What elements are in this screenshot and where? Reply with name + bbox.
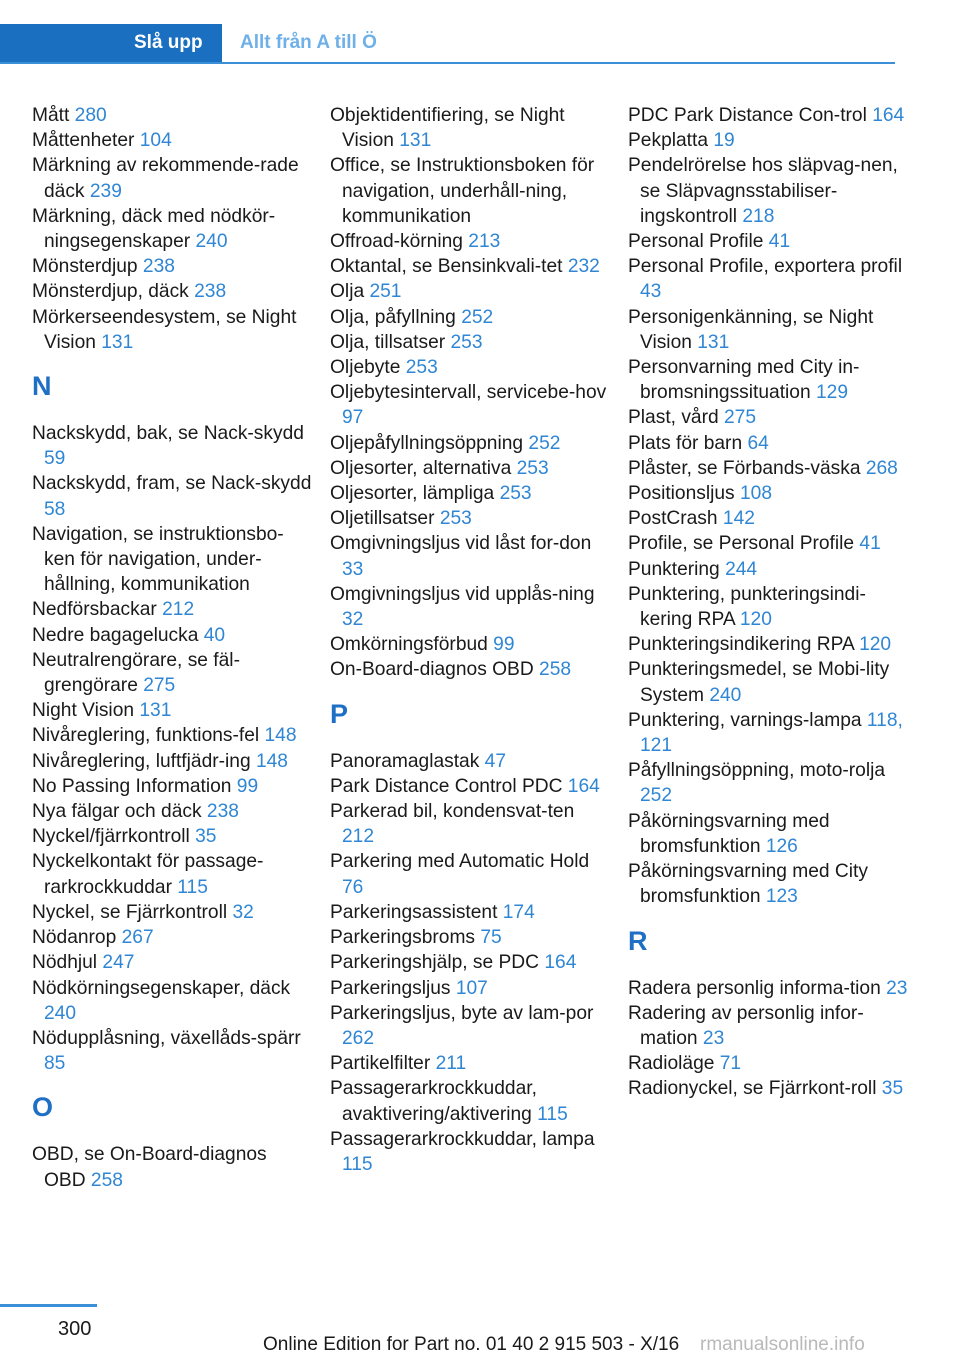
index-entry [330, 849, 610, 899]
index-entry-text: Personal Profile [628, 231, 769, 253]
page-reference-link[interactable]: 258 [90, 1169, 123, 1191]
index-entry [32, 925, 312, 950]
index-entry [330, 279, 610, 304]
index-entry-text: Navigation, se instruktionsbo‐ken för navigation, under‐hållning, kommunikation [32, 523, 284, 596]
index-entry [628, 976, 908, 1001]
index-entry [32, 1142, 312, 1192]
page-reference-link[interactable]: 123 [765, 886, 798, 908]
index-entry-text: Night Vision [32, 700, 140, 722]
tab-sla-upp[interactable] [0, 24, 222, 62]
index-entry [32, 254, 312, 279]
index-entry [32, 522, 312, 598]
page-reference-link[interactable]: 126 [765, 835, 798, 857]
index-entry [628, 506, 908, 531]
page-reference-link[interactable]: 247 [102, 952, 135, 974]
page-reference-link[interactable]: 251 [369, 281, 402, 303]
index-entry [628, 758, 908, 808]
index-entry-text: Parkeringsassistent [330, 901, 503, 923]
page-reference-link[interactable]: 164 [544, 952, 577, 974]
index-entry [628, 809, 908, 859]
index-entry [32, 749, 312, 774]
index-entry [32, 900, 312, 925]
page-reference-link[interactable]: 129 [815, 382, 848, 404]
index-entry [330, 774, 610, 799]
index-entry-text: Olja [330, 281, 370, 303]
index-entry-text: PDC Park Distance Con‐trol [628, 105, 873, 126]
index-entry-text: Oljesorter, lämpliga [330, 483, 500, 505]
page-reference-link[interactable]: 252 [640, 785, 673, 807]
index-entry [330, 976, 610, 1001]
page-reference-link[interactable]: 258 [539, 659, 572, 681]
page-reference-link[interactable]: 253 [516, 457, 549, 479]
index-entry-text: Pekplatta [628, 130, 714, 152]
page-reference-link[interactable]: 59 [44, 448, 66, 470]
edition-text: Online Edition for Part no. 01 40 2 915 503 - X/16 [263, 1334, 680, 1355]
index-entry-text: Parkeringshjälp, se PDC [330, 952, 545, 974]
index-entry-text: OBD, se On-Board-diagnos OBD [32, 1144, 267, 1191]
index-entry [32, 698, 312, 723]
page-reference-link[interactable]: 253 [450, 331, 483, 353]
index-entry-text: Nackskydd, bak, se Nack‐skydd [32, 423, 304, 445]
page-reference-link[interactable]: 275 [723, 407, 756, 429]
index-entry [330, 153, 610, 229]
index-entry [330, 254, 610, 279]
index-entry-text: Oljepåfyllningsöppning [330, 432, 529, 454]
page-reference-link[interactable]: 240 [195, 231, 228, 253]
page-reference-link[interactable]: 35 [881, 1078, 904, 1100]
index-entry [32, 471, 312, 521]
page-reference-link[interactable]: 268 [865, 457, 898, 479]
index-entry-text: Parkeringsljus, byte av lam‐por [330, 1002, 594, 1024]
page-reference-link[interactable]: 238 [206, 801, 239, 823]
index-entry [32, 421, 312, 471]
page-reference-link[interactable]: 41 [859, 533, 881, 555]
page-reference-link[interactable]: 131 [101, 331, 134, 353]
index-entry [330, 749, 610, 774]
page-reference-link[interactable]: 120 [739, 609, 772, 631]
page-number: 300 [58, 1318, 92, 1340]
index-entry-text: Neutralrengörare, se fäl‐grengörare [32, 649, 240, 697]
index-entry-text: Nödanrop [32, 927, 122, 949]
index-entry-text: Nivåreglering, luftfjädr‐ing [32, 750, 256, 772]
index-entry-text: Olja, tillsatser [330, 331, 451, 353]
index-entry [628, 1001, 908, 1051]
page-reference-link[interactable]: 218 [742, 205, 775, 227]
index-entry [330, 355, 610, 380]
index-column-3 [628, 103, 908, 1102]
index-entry [32, 128, 312, 153]
index-entry [628, 708, 908, 758]
index-entry-text: Mönsterdjup, däck [32, 281, 195, 303]
index-entry [628, 531, 908, 556]
index-entry-text: Radioläge [628, 1053, 720, 1075]
page-reference-link[interactable]: 32 [342, 609, 364, 631]
page-reference-link[interactable]: 97 [342, 407, 364, 429]
page-reference-link[interactable]: 41 [768, 231, 791, 253]
index-entry-text: Personigenkänning, se Night Vision [628, 306, 874, 353]
index-entry [32, 153, 312, 203]
page-reference-link[interactable]: 148 [255, 750, 288, 772]
page-reference-link[interactable]: 99 [493, 634, 515, 656]
index-entry [628, 1051, 908, 1076]
page-reference-link[interactable]: 164 [872, 105, 905, 126]
tab-allt-label: Allt från A till Ö [240, 32, 377, 53]
index-entry-text: Oljetillsatser [330, 508, 440, 530]
index-entry [32, 976, 312, 1026]
page-reference-link[interactable]: 76 [342, 876, 364, 898]
index-entry-text: Punktering, punkteringsindi‐kering RPA [628, 583, 866, 631]
page-reference-link[interactable]: 115 [537, 1103, 568, 1125]
index-entry-text: Omkörningsförbud [330, 634, 494, 656]
index-entry-text: Måttenheter [32, 130, 140, 152]
index-entry-text: Mörkerseendesystem, se Night Vision [32, 306, 297, 353]
index-entry-text: Påkörningsvarning med City bromsfunktion [628, 861, 868, 908]
index-entry-text: Plast, vård [628, 407, 724, 429]
index-entry-text: Oljebytesintervall, servicebe‐hov [330, 382, 607, 404]
page-reference-link[interactable]: 240 [709, 684, 742, 706]
index-entry-text: Nyckel/fjärrkontroll [32, 826, 196, 848]
index-entry-text: Mått [32, 105, 75, 126]
index-entry [628, 405, 908, 430]
index-entry [628, 153, 908, 229]
index-entry [330, 380, 610, 430]
index-entry-text: Office, se Instruktionsboken för navigation, underhåll‐ning, kommunikation [330, 155, 595, 227]
index-entry-text: Punkteringsindikering RPA [628, 634, 860, 656]
page-reference-link[interactable]: 64 [747, 432, 769, 454]
index-entry [32, 103, 312, 128]
index-entry [628, 254, 908, 304]
page-reference-link[interactable]: 244 [725, 558, 758, 580]
index-entry [628, 229, 908, 254]
page-reference-link[interactable]: 267 [121, 927, 154, 949]
index-entry-text: Parkeringsljus [330, 977, 456, 999]
page-reference-link[interactable]: 47 [484, 750, 506, 772]
tab-allt-fran-a-till-o[interactable] [222, 24, 395, 62]
index-entry [330, 925, 610, 950]
index-entry-text: Oktantal, se Bensinkvali‐tet [330, 256, 568, 278]
page-reference-link[interactable]: 252 [461, 306, 494, 328]
index-entry-text: No Passing Information [32, 775, 237, 797]
index-entry-text: Nödhjul [32, 952, 103, 974]
page-reference-link[interactable]: 43 [640, 281, 662, 303]
index-entry [330, 1051, 610, 1076]
page-reference-link[interactable]: 115 [177, 876, 208, 898]
watermark: rmanualsonline.info [700, 1334, 865, 1355]
page-reference-link[interactable]: 253 [439, 508, 472, 530]
index-entry-text: Park Distance Control PDC [330, 775, 568, 797]
index-entry-text: Offroad-körning [330, 231, 469, 253]
index-entry [32, 774, 312, 799]
page-reference-link[interactable]: 115 [342, 1153, 373, 1175]
index-entry [32, 648, 312, 698]
page-reference-link[interactable]: 232 [567, 256, 600, 278]
section-letter: O [32, 1092, 54, 1123]
index-entry [330, 456, 610, 481]
index-entry [32, 950, 312, 975]
index-entry-text: Nivåreglering, funktions‐fel [32, 725, 265, 747]
index-entry [330, 582, 610, 632]
index-entry [330, 632, 610, 657]
index-entry-text: Märkning, däck med nödkör‐ningsegenskaper [32, 205, 276, 253]
index-entry-text: Passagerarkrockkuddar, avaktivering/aktivering [330, 1078, 538, 1125]
index-entry-text: Radering av personlig infor‐mation [628, 1002, 864, 1049]
page-reference-link[interactable]: 131 [697, 331, 730, 353]
tab-sla-upp-label: Slå upp [134, 32, 203, 53]
page-reference-link[interactable]: 164 [567, 775, 600, 797]
index-entry-text: Radera personlig informa‐tion [628, 977, 887, 999]
index-entry-text: Märkning av rekommende‐rade däck [32, 155, 299, 202]
index-entry-text: Partikelfilter [330, 1053, 436, 1075]
page-reference-link[interactable]: 239 [89, 180, 122, 202]
index-entry [330, 1127, 610, 1177]
index-entry [628, 859, 908, 909]
index-entry-text: Personal Profile, exportera profil [628, 256, 903, 278]
index-entry [628, 481, 908, 506]
page-reference-link[interactable]: 280 [74, 105, 107, 126]
index-entry [330, 506, 610, 531]
index-entry [628, 431, 908, 456]
index-entry-text: Parkerad bil, kondensvat‐ten [330, 801, 575, 823]
page-reference-link[interactable]: 19 [713, 130, 735, 152]
index-entry-text: Parkeringsbroms [330, 927, 481, 949]
index-entry [32, 824, 312, 849]
index-entry-text: Oljebyte [330, 357, 406, 379]
section-letter: P [330, 698, 349, 729]
index-entry-text: Plats för barn [628, 432, 748, 454]
page-reference-link[interactable]: 85 [44, 1053, 66, 1075]
index-entry [628, 582, 908, 632]
index-entry-text: Nödkörningsegenskaper, däck [32, 977, 291, 999]
page-reference-link[interactable]: 58 [44, 498, 66, 520]
page-reference-link[interactable]: 32 [232, 901, 254, 923]
index-entry [330, 531, 610, 581]
section-letter: N [32, 371, 52, 402]
page-reference-link[interactable]: 108 [739, 483, 772, 505]
index-entry-text: Nedre bagagelucka [32, 624, 204, 646]
page-reference-link[interactable]: 253 [499, 483, 532, 505]
index-entry-text: Omgivningsljus vid låst for‐don [330, 533, 592, 555]
page-reference-link[interactable]: 238 [194, 281, 227, 303]
index-entry [330, 1076, 610, 1126]
index-entry [628, 1076, 908, 1101]
index-entry-text: Radionyckel, se Fjärrkont‐roll [628, 1078, 882, 1100]
page-reference-link[interactable]: 40 [203, 624, 226, 646]
index-entry-text: Panoramaglastak [330, 750, 485, 772]
page-reference-link[interactable]: 174 [502, 901, 535, 923]
page-reference-link[interactable]: 131 [139, 700, 172, 722]
index-entry [32, 597, 312, 622]
index-entry-text: Påfyllningsöppning, moto‐rolja [628, 760, 886, 782]
index-entry [32, 849, 312, 899]
index-entry [628, 103, 908, 128]
page-reference-link[interactable]: 23 [886, 977, 908, 999]
index-entry-text: Punkteringsmedel, se Mobi‐lity System [628, 659, 890, 706]
index-entry [628, 557, 908, 582]
index-entry [32, 1026, 312, 1076]
index-entry [628, 657, 908, 707]
index-entry-text: Omgivningsljus vid upplås‐ning [330, 583, 595, 605]
index-entry-text: Profile, se Personal Profile [628, 533, 860, 555]
index-entry-text: Nyckel, se Fjärrkontroll [32, 901, 233, 923]
index-entry [330, 103, 610, 153]
index-entry-text: Nackskydd, fram, se Nack‐skydd [32, 473, 312, 495]
page-reference-link[interactable]: 212 [162, 599, 195, 621]
index-entry-text: Mönsterdjup [32, 256, 143, 278]
index-entry-text: Nyckelkontakt för passage‐rarkrockkuddar [32, 851, 264, 898]
page-reference-link[interactable]: 35 [195, 826, 217, 848]
page-reference-link[interactable]: 71 [719, 1053, 742, 1075]
index-entry-text: PostCrash [628, 508, 723, 530]
index-entry-text: Plåster, se Förbands‐väska [628, 457, 866, 479]
index-entry [628, 632, 908, 657]
page-reference-link[interactable]: 23 [702, 1027, 725, 1049]
page-reference-link[interactable]: 99 [236, 775, 259, 797]
index-entry-text: Nödupplåsning, växellåds‐spärr [32, 1027, 301, 1049]
index-entry-text: Positionsljus [628, 483, 740, 505]
index-entry [330, 657, 610, 682]
page-reference-link[interactable]: 253 [405, 357, 438, 379]
index-entry [330, 481, 610, 506]
index-entry-text: Påkörningsvarning med bromsfunktion [628, 810, 830, 857]
index-entry-text: Nya fälgar och däck [32, 801, 207, 823]
index-entry [330, 950, 610, 975]
page-reference-link[interactable]: 275 [143, 675, 176, 697]
index-entry [32, 623, 312, 648]
index-entry [330, 305, 610, 330]
index-entry-text: Nedförsbackar [32, 599, 163, 621]
header-tabbar [0, 24, 895, 64]
page-reference-link[interactable]: 240 [44, 1002, 77, 1024]
index-entry [330, 900, 610, 925]
page-reference-link[interactable]: 120 [859, 634, 892, 656]
index-entry [32, 799, 312, 824]
index-entry [330, 799, 610, 849]
index-entry-text: Olja, påfyllning [330, 306, 462, 328]
page-reference-link[interactable]: 104 [139, 130, 172, 152]
index-entry [628, 355, 908, 405]
index-entry-text: Personvarning med City in‐bromsningssituation [628, 357, 860, 404]
page-reference-link[interactable]: 213 [468, 231, 501, 253]
page-reference-link[interactable]: 252 [528, 432, 561, 454]
index-column-1 [32, 103, 312, 1193]
page-reference-link[interactable]: 148 [264, 725, 297, 747]
page-reference-link[interactable]: 75 [480, 927, 502, 949]
index-entry [32, 723, 312, 748]
index-entry-text: Objektidentifiering, se Night Vision [330, 105, 565, 152]
index-entry-text: Parkering med Automatic Hold [330, 851, 590, 873]
index-entry-text: Punktering, varnings‐lampa [628, 709, 867, 731]
index-entry [330, 431, 610, 456]
index-entry-text: On-Board-diagnos OBD [330, 659, 540, 681]
page-reference-link[interactable]: 33 [342, 558, 364, 580]
index-entry [330, 1001, 610, 1051]
index-entry [32, 204, 312, 254]
page-reference-link[interactable]: 131 [399, 130, 432, 152]
page-reference-link[interactable]: 118, 121 [640, 709, 903, 757]
index-entry [330, 229, 610, 254]
page-reference-link[interactable]: 238 [142, 256, 175, 278]
index-entry-text: Punktering [628, 558, 726, 580]
footer-rule [0, 1304, 97, 1307]
page-reference-link[interactable]: 142 [722, 508, 755, 530]
index-entry [628, 305, 908, 355]
page-reference-link[interactable]: 262 [342, 1027, 375, 1049]
index-entry-text: Oljesorter, alternativa [330, 457, 517, 479]
index-entry [628, 128, 908, 153]
section-letter: R [628, 925, 648, 956]
index-entry [32, 279, 312, 304]
index-entry [330, 330, 610, 355]
index-column-2 [330, 103, 610, 1177]
index-entry [32, 305, 312, 355]
page-reference-link[interactable]: 211 [435, 1053, 467, 1075]
page-reference-link[interactable]: 107 [455, 977, 488, 999]
index-entry-text: Passagerarkrockkuddar, lampa [330, 1128, 595, 1150]
page-reference-link[interactable]: 212 [342, 826, 375, 848]
index-entry [628, 456, 908, 481]
index-entry-text: Pendelrörelse hos släpvag‐nen, se Släpvagnsstabiliser‐ingskontroll [628, 155, 898, 227]
